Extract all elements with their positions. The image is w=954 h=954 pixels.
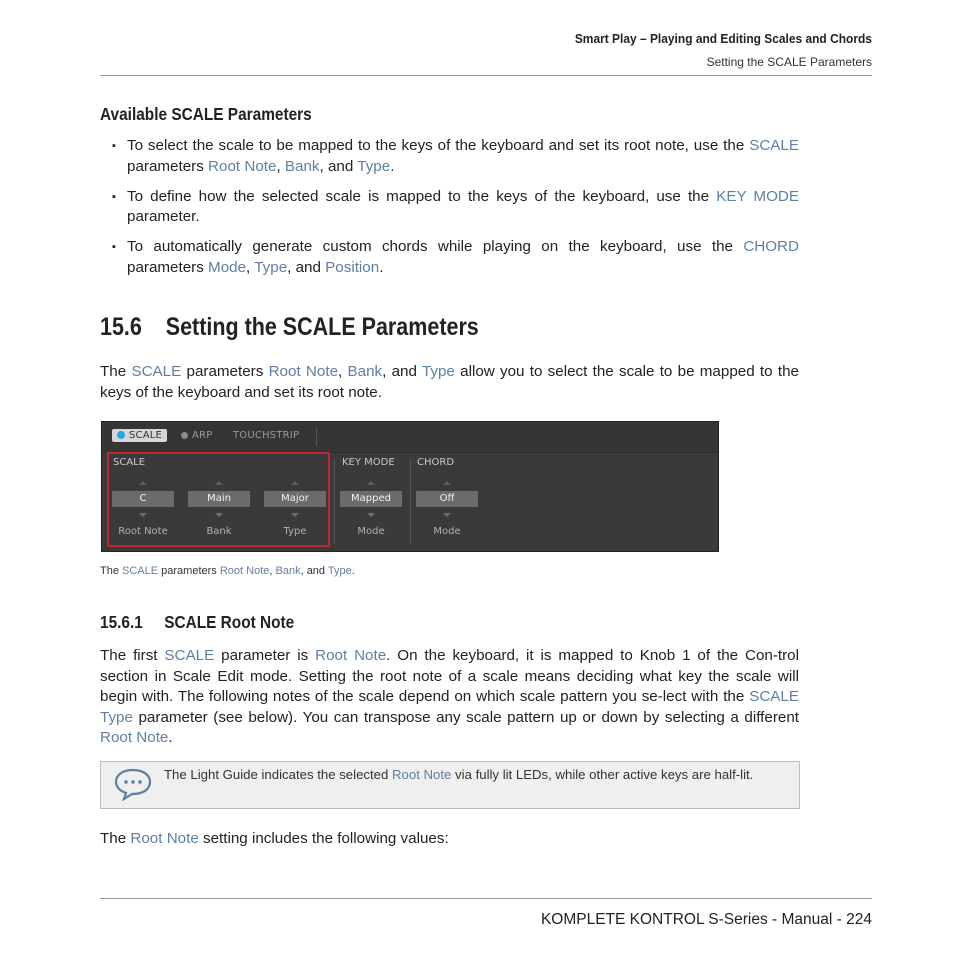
text: . xyxy=(390,157,395,175)
link-bank[interactable]: Bank xyxy=(275,565,301,577)
decrement-arrow-icon[interactable] xyxy=(367,513,375,517)
link-scale[interactable]: SCALE xyxy=(131,363,182,380)
tab-arp[interactable] xyxy=(181,430,212,441)
param-label-bank: Bank xyxy=(206,526,232,537)
section-heading: 15.6 Setting the SCALE Parameters xyxy=(100,313,479,341)
param-label-chord-mode: Mode xyxy=(433,526,461,537)
text: . xyxy=(168,729,173,746)
text: parameter (see below). You can transpose any scale pattern up or down by selecting a different xyxy=(132,708,799,726)
link-root-note[interactable]: Root Note xyxy=(392,767,452,782)
link-bank[interactable]: Bank xyxy=(284,157,320,175)
text: , and xyxy=(319,157,358,175)
section-label-scale: SCALE xyxy=(113,457,146,468)
section-divider xyxy=(410,458,411,544)
led-icon xyxy=(181,432,188,439)
bullet-icon: ▪ xyxy=(112,241,116,253)
text: To define how the selected scale is mapped to the keys of the keyboard, use the xyxy=(127,187,717,205)
text: The xyxy=(100,363,132,380)
figure-caption xyxy=(100,565,355,577)
bullet-icon: ▪ xyxy=(112,190,116,203)
increment-arrow-icon[interactable] xyxy=(367,481,375,485)
link-scale-type[interactable]: SCALE Type xyxy=(100,688,799,726)
link-mode[interactable]: Mode xyxy=(208,258,247,276)
text: parameters xyxy=(158,565,220,577)
decrement-arrow-icon[interactable] xyxy=(443,513,451,517)
chapter-title: Smart Play – Playing and Editing Scales and Chords xyxy=(574,31,872,46)
link-root-note[interactable]: Root Note xyxy=(219,565,270,577)
text: The xyxy=(100,565,123,577)
param-label-key-mode: Mode xyxy=(357,526,385,537)
tip-box xyxy=(100,761,800,809)
speech-bubble-icon xyxy=(113,767,153,801)
tab-touchstrip[interactable]: TOUCHSTRIP xyxy=(233,430,300,441)
text: , xyxy=(269,565,276,577)
tab-scale[interactable] xyxy=(112,429,167,442)
link-type[interactable]: Type xyxy=(327,565,352,577)
text: The first xyxy=(100,647,165,664)
param-value-chord-mode[interactable]: Off xyxy=(416,491,478,507)
text: . On the keyboard, it is mapped to Knob 1 of the Con-trol section in Scale Edit mode. Setting the root note of a scale means deciding what key the scale will begin with. The following notes of the scale depend on which scale pattern you se-lect with the xyxy=(100,647,799,705)
link-type[interactable]: Type xyxy=(357,157,391,175)
param-value-root-note[interactable]: C xyxy=(112,491,174,507)
text: parameter is xyxy=(214,647,316,664)
panel-tab-bar xyxy=(102,422,718,453)
text: To select the scale to be mapped to the keys of the keyboard and set its root note, use the xyxy=(127,137,750,154)
text: . xyxy=(379,258,384,276)
param-value-type[interactable]: Major xyxy=(264,491,326,507)
link-root-note[interactable]: Root Note xyxy=(130,830,199,847)
link-key-mode[interactable]: KEY MODE xyxy=(716,187,799,205)
tab-label: SCALE xyxy=(129,430,163,441)
section-label-chord: CHORD xyxy=(417,457,455,468)
text: parameters xyxy=(127,157,209,175)
link-root-note[interactable]: Root Note xyxy=(100,729,169,746)
link-chord[interactable]: CHORD xyxy=(743,238,799,255)
text: The xyxy=(100,830,131,847)
text: , xyxy=(276,157,285,175)
param-value-key-mode[interactable]: Mapped xyxy=(340,491,402,507)
tab-label: ARP xyxy=(192,430,213,441)
increment-arrow-icon[interactable] xyxy=(443,481,451,485)
bullet-item xyxy=(100,237,799,278)
section-label-key-mode: KEY MODE xyxy=(342,457,395,468)
section-title: Setting the SCALE Parameters xyxy=(706,55,872,69)
footer-rule xyxy=(100,898,872,899)
link-type[interactable]: Type xyxy=(254,258,288,276)
text: , xyxy=(338,363,348,380)
intro-paragraph xyxy=(100,362,799,403)
subsection-heading: 15.6.1 SCALE Root Note xyxy=(100,612,295,632)
link-type[interactable]: Type xyxy=(421,363,455,380)
values-intro xyxy=(100,829,799,850)
section-divider xyxy=(334,458,335,544)
link-root-note[interactable]: Root Note xyxy=(268,363,339,380)
text: setting includes the following values: xyxy=(198,830,449,847)
param-label-root-note: Root Note xyxy=(118,526,168,537)
param-value-bank[interactable]: Main xyxy=(188,491,250,507)
link-scale[interactable]: SCALE xyxy=(749,137,799,154)
link-root-note[interactable]: Root Note xyxy=(315,647,387,664)
link-position[interactable]: Position xyxy=(325,258,380,276)
link-root-note[interactable]: Root Note xyxy=(208,157,277,175)
link-scale[interactable]: SCALE xyxy=(164,647,215,664)
page-footer: KOMPLETE KONTROL S-Series - Manual - 224 xyxy=(540,911,872,928)
scale-highlight-box xyxy=(107,452,330,547)
tip-text xyxy=(164,766,794,784)
tab-divider xyxy=(316,428,317,446)
text: . xyxy=(351,565,355,577)
text: , and xyxy=(382,363,422,380)
param-label-type: Type xyxy=(283,526,307,537)
text: parameter. xyxy=(127,208,200,225)
text: To automatically generate custom chords while playing on the keyboard, use the xyxy=(127,238,744,255)
led-icon xyxy=(117,431,125,439)
bullet-item xyxy=(100,187,799,228)
text: , and xyxy=(300,565,328,577)
link-scale[interactable]: SCALE xyxy=(122,565,159,577)
subsection-paragraph xyxy=(100,646,799,749)
text: parameters xyxy=(181,363,269,380)
text: The Light Guide indicates the selected xyxy=(164,767,392,782)
bullet-list xyxy=(100,136,799,288)
text: , xyxy=(246,258,255,276)
text: parameters xyxy=(127,258,209,276)
bullet-icon: ▪ xyxy=(112,140,116,152)
text: , and xyxy=(287,258,326,276)
bullet-item xyxy=(100,136,799,177)
scale-panel-figure xyxy=(101,421,719,552)
text: via fully lit LEDs, while other active keys are half-lit. xyxy=(451,767,754,782)
header-rule xyxy=(100,75,872,76)
link-bank[interactable]: Bank xyxy=(347,363,383,380)
available-heading: Available SCALE Parameters xyxy=(100,104,312,124)
text: allow you to select the scale to be mapped to the keys of the keyboard and set its root note. xyxy=(100,363,799,401)
